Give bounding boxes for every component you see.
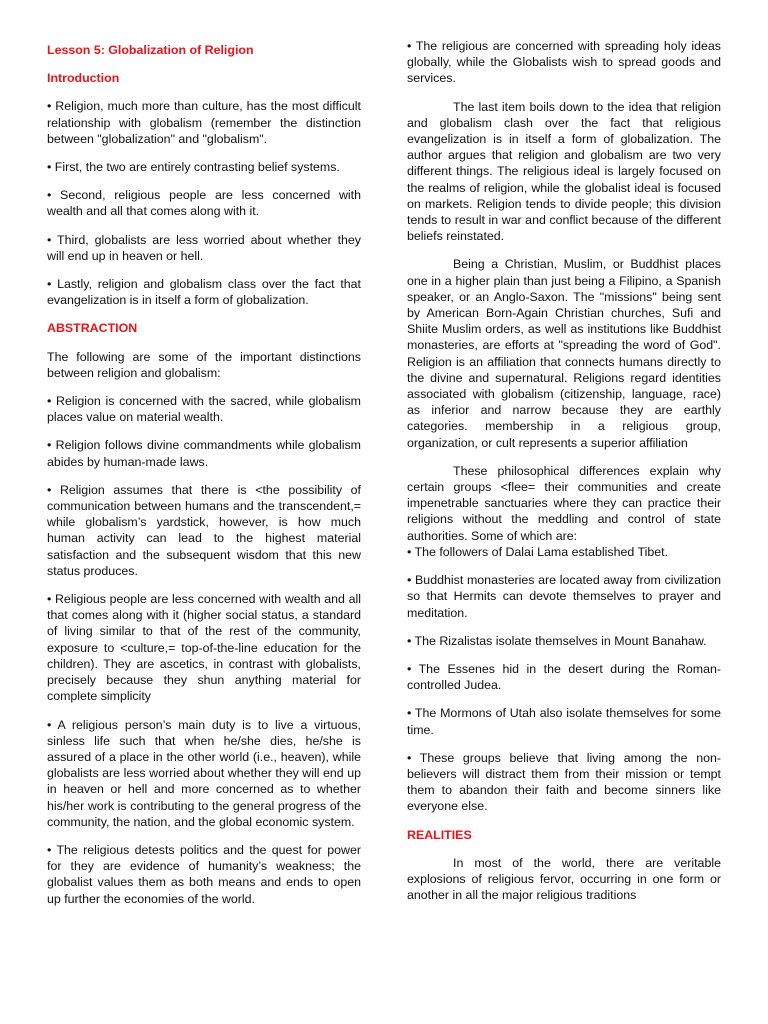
left-column [47,38,361,919]
intro-point: • Second, religious people are less concerned with wealth and all that comes along with it. [47,188,361,219]
group-point: • The followers of Dalai Lama established Tibet. [407,544,669,559]
intro-point: • Religion, much more than culture, has the most difficult relationship with globalism (remember the distinction between "globalization" and "globalism". [47,99,361,146]
abstraction-intro: The following are some of the important distinctions between religion and globalism: [47,349,361,380]
religious-point: • The religious are concerned with spreading holy ideas globally, while the Globalists wish to spread goods and services. [407,39,721,86]
intro-point: • Lastly, religion and globalism class over the fact that evangelization is in itself a form of globalization. [47,277,361,308]
lesson-title: Lesson 5: Globalization of Religion [47,43,254,57]
abstraction-point: • Religious people are less concerned with wealth and all that comes along with it (higher social status, a standard of living similar to that of the rest of the community, exposure to <culture,= top-of-the-line education for the children). They are ascetics, in contrast with globalists, precisely because they shun anything material for complete simplicity [47,592,361,704]
realities-paragraph: In most of the world, there are veritable explosions of religious fervor, occurring in one form or another in all the major religious traditions [407,855,721,903]
introduction-heading: Introduction [47,71,120,86]
right-column [407,38,721,915]
body-paragraph: The last item boils down to the idea that religion and globalism clash over the fact that religious evangelization is in itself a form of globalization. The author argues that religion and globalism are two very different things. The religious ideal is largely focused on the realms of religion, while the globalist ideal is focused on markets. Religion tends to divide people; this division tends to result in war and conflict because of the different beliefs reinstated. [407,99,721,244]
abstraction-point: • Religion is concerned with the sacred, while globalism places value on material wealth. [47,394,361,425]
abstraction-point: • Religion follows divine commandments while globalism abides by human-made laws. [47,438,361,469]
abstraction-heading: ABSTRACTION [47,321,138,336]
intro-point: • Third, globalists are less worried about whether they will end up in heaven or hell. [47,232,361,263]
intro-point: • First, the two are entirely contrasting belief systems. [47,160,340,175]
group-point: • The Essenes hid in the desert during the Roman-controlled Judea. [407,661,721,693]
abstraction-point: • The religious detests politics and the quest for power for they are evidence of humanity’s weakness; the globalist values them as both means and ends to open up further the economies of the world. [47,842,361,906]
body-paragraph: These philosophical differences explain why certain groups <flee= their communities and create impenetrable sanctuaries where they can practice their religions without the meddling and control of state authorities. Some of which are: [407,463,721,543]
group-point: • Buddhist monasteries are located away from civilization so that Hermits can devote themselves to prayer and meditation. [407,573,721,620]
body-paragraph: Being a Christian, Muslim, or Buddhist places one in a higher plain than just being a Filipino, a Spanish speaker, or an Anglo-Saxon. The "missions" being sent by American Born-Again Christian churches, Sufi and Shiite Muslim orders, as well as institutions like Buddhist monasteries, are efforts at "spreading the word of God". Religion is an affiliation that connects humans directly to the divine and supernatural. Religions regard identities associated with globalism (citizenship, language, race) as inferior and narrow because they are earthly categories. membership in a religious group, organization, or cult represents a superior affiliation [407,257,721,450]
group-point: • The Mormons of Utah also isolate themselves for some time. [407,706,721,737]
realities-heading: REALITIES [407,827,472,842]
group-point: • The Rizalistas isolate themselves in Mount Banahaw. [407,633,707,648]
abstraction-point: • Religion assumes that there is <the possibility of communication between humans and the transcendent,= while globalism’s yardstick, however, is how much human activity can lead to the highest material satisfaction and the subsequent wisdom that this new status produces. [47,482,361,578]
abstraction-point: • A religious person’s main duty is to live a virtuous, sinless life such that when he/she dies, he/she is assured of a place in the other world (i.e., heaven), while globalists are less worried about whether they will end up in heaven or hell and more concerned as to whether his/her work is contributing to the general progress of the community, the nation, and the global economic system. [47,717,361,829]
group-point: • These groups believe that living among the non-believers will distract them from their mission or tempt them to abandon their faith and become sinners like everyone else. [407,750,721,814]
